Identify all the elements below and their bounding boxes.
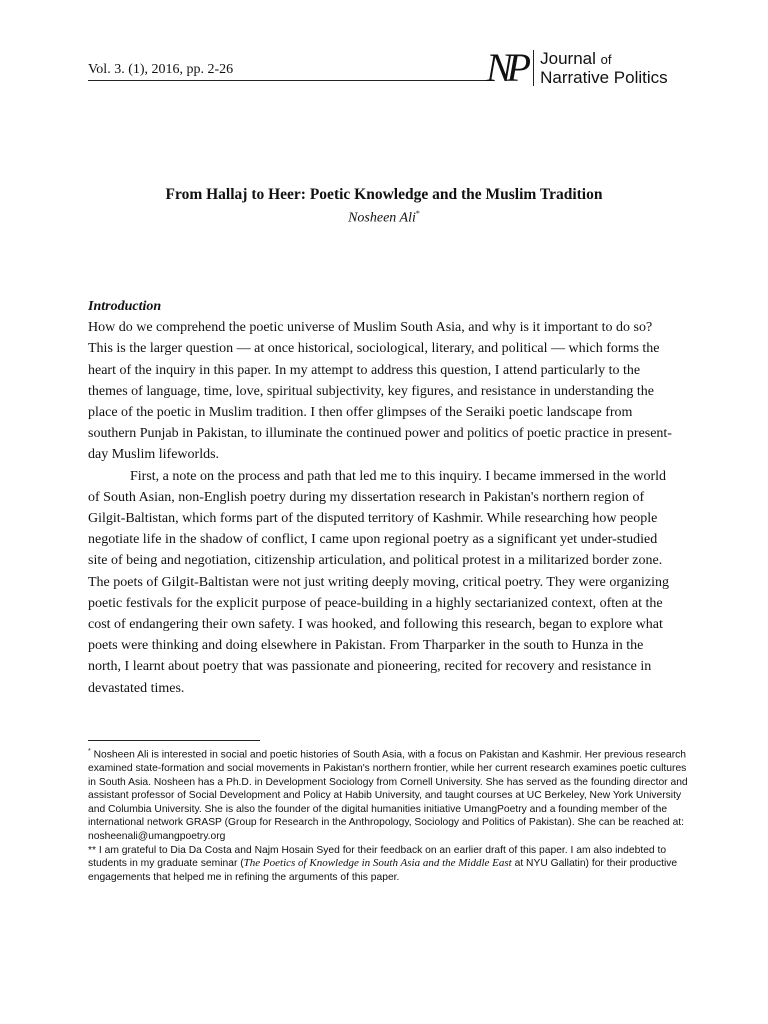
author-footnote-marker: * xyxy=(415,209,420,218)
header-rule xyxy=(88,80,486,81)
article-title: From Hallaj to Heer: Poetic Knowledge and the Muslim Tradition xyxy=(165,186,603,203)
footnotes xyxy=(88,745,688,884)
footnote-1 xyxy=(88,745,688,844)
footnote-1-text: Nosheen Ali is interested in social and poetic histories of South Asia, with a focus on Pakistan and Kashmir. Her previous research examined state-formation and social movements in Pakistan's northern frontier, while her current research examines poetic cultures in South Asia. Nosheen has a Ph.D. in Development Sociology from Cornell University. She has served as the founding director and assistant professor of Social Development and Policy at Habib University, and taught courses at UC Berkeley, New York University and Columbia University. She is also the founder of the digital humanities initiative UmangPoetry and a founding member of the international network GRASP (Group for Research in the Anthropology, Sociology and Politics of Pakistan). She can be reached at: nosheenali@umangpoetry.org xyxy=(88,749,688,842)
article-body xyxy=(88,296,678,699)
footnote-2-seminar-title: The Poetics of Knowledge in South Asia and the Middle East xyxy=(243,857,512,870)
article-author xyxy=(0,209,768,227)
paragraph-2: First, a note on the process and path that led me to this inquiry. I became immersed in the world of South Asian, non-English poetry during my dissertation research in Pakistan's northern region of Gilgit-Baltistan, which forms part of the disputed territory of Kashmir. While researching how people negotiate life in the shadow of conflict, I came upon regional poetry as a significant yet under-studied site of being and negotiation, citizenship articulation, and political protest in a militarized border zone. The poets of Gilgit-Baltistan were not just writing deeply moving, critical poetry. They were organizing poetic festivals for the explicit purpose of peace-building in a highly sectarianized context, often at the cost of endangering their own safety. I was hooked, and following this research, began to explore what poets were thinking and doing elsewhere in Pakistan. From Tharparker in the south to Hunza in the north, I learnt about poetry that was passionate and pioneering, recited for recovery and resistance in devastated times. xyxy=(88,468,669,696)
journal-name-line2: Narrative Politics xyxy=(540,67,668,87)
section-heading: Introduction xyxy=(88,299,162,314)
journal-logo xyxy=(486,46,668,90)
footnote-1-marker: * xyxy=(88,748,91,755)
footnote-rule xyxy=(88,740,260,741)
journal-name xyxy=(540,50,668,87)
logo-divider xyxy=(533,50,534,86)
journal-name-of: of xyxy=(600,51,612,67)
footnote-2-text-before: I am grateful to Dia Da Costa and Najm Hosain Syed for their feedback on an earlier draft of this paper. I am also indebted to students in my graduate seminar ( xyxy=(88,844,667,870)
footnote-2-text-after: at NYU Gallatin) for their productive engagements that helped me in refining the arguments of this paper. xyxy=(88,858,678,883)
journal-name-line1: Journal xyxy=(540,48,596,68)
footnote-2 xyxy=(88,844,688,885)
volume-info: Vol. 3. (1), 2016, pp. 2-26 xyxy=(88,62,234,77)
footnote-2-marker: ** xyxy=(88,844,97,856)
journal-logo-mark: NP xyxy=(486,45,526,90)
paragraph-1: How do we comprehend the poetic universe of Muslim South Asia, and why is it important to do so? This is the larger question — at once historical, sociological, literary, and political — which forms the heart of the inquiry in this paper. In my attempt to address this question, I attend particularly to the themes of language, time, love, spiritual subjectivity, key figures, and resistance in understanding the place of the poetic in Muslim tradition. I then offer glimpses of the Seraiki poetic landscape from southern Punjab in Pakistan, to illuminate the continued power and politics of poetic practice in present-day Muslim lifeworlds. xyxy=(88,320,672,463)
author-name: Nosheen Ali xyxy=(348,210,416,226)
